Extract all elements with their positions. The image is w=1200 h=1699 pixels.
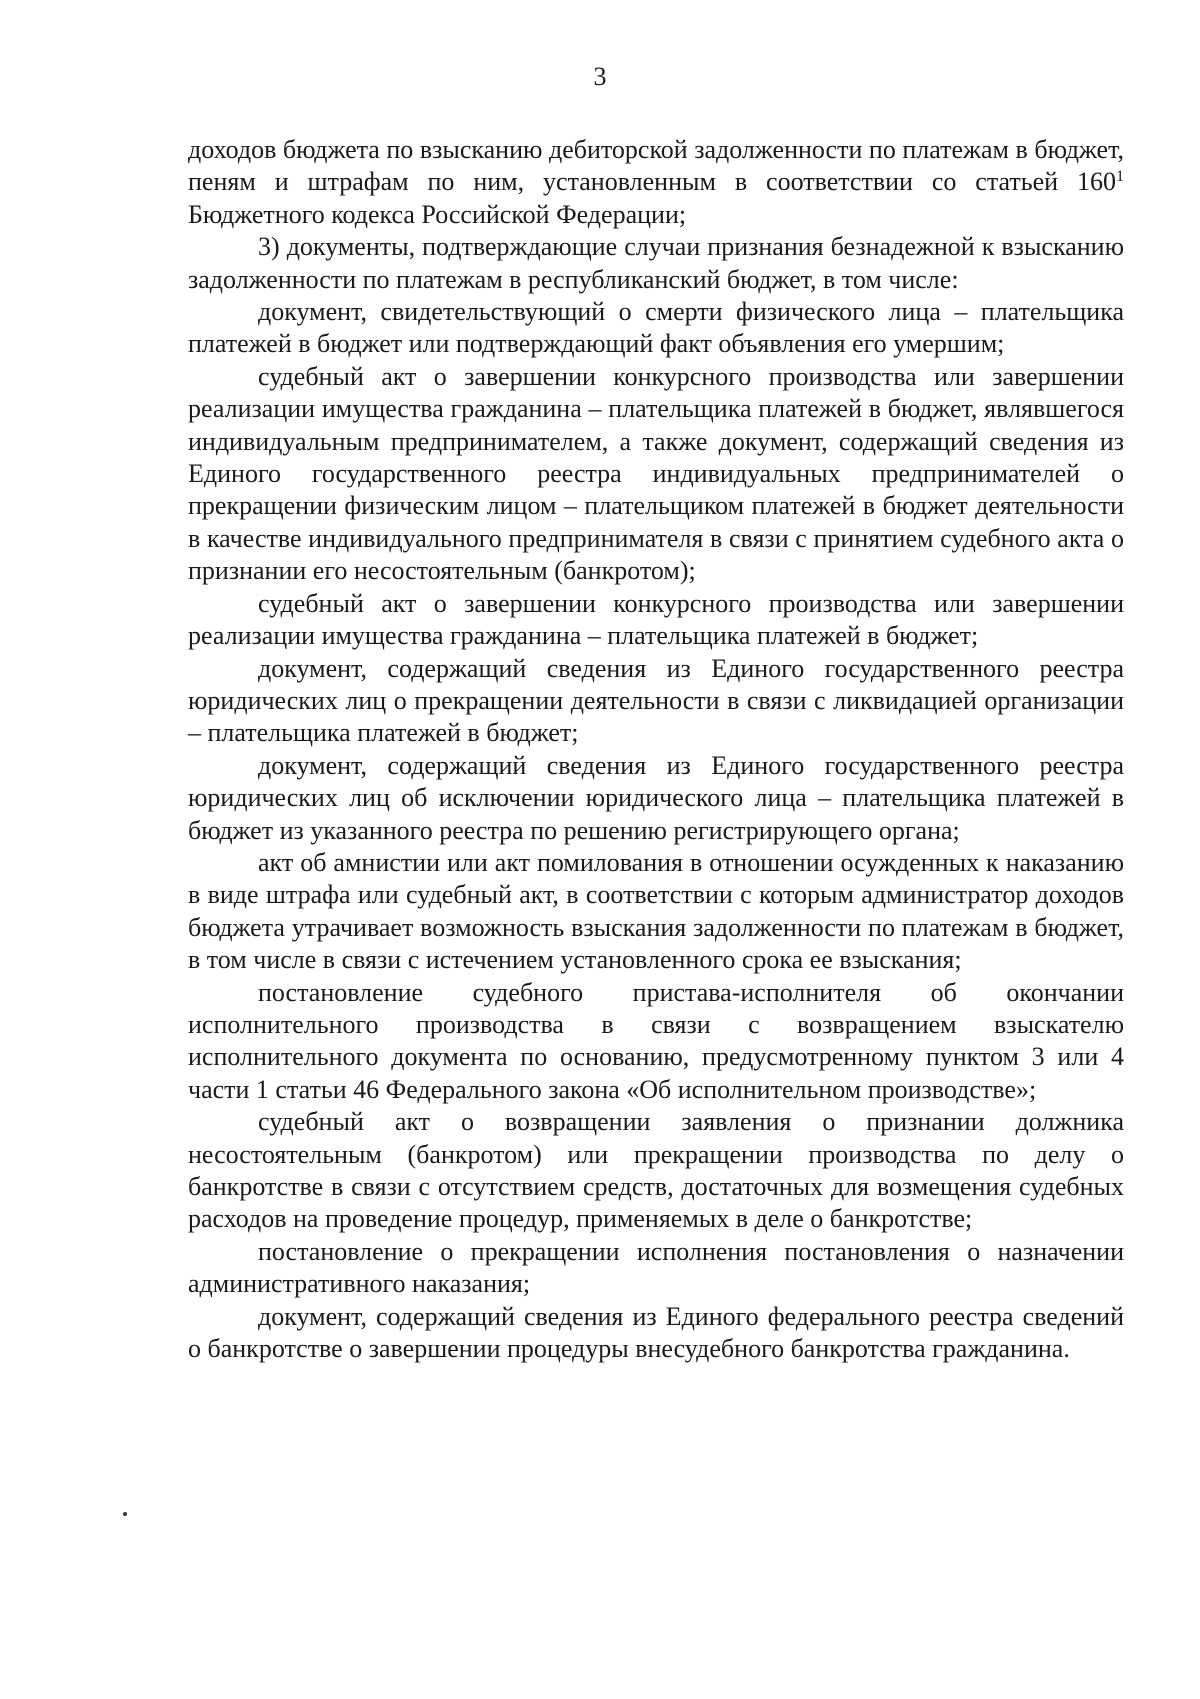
paragraph-registry-exclusion: документ, содержащий сведения из Единого государственного реестра юридических лиц об исключении юридического лица – плательщика платежей в бюджет из указанного реестра по решению регистрирующего органа; [188, 750, 1124, 845]
paragraph-amnesty: акт об амнистии или акт помилования в отношении осужденных к наказанию в виде штрафа или судебный акт, в соответствии с которым администратор доходов бюджета утрачивает возможность взыскания задолженности по платежам в бюджет, в том числе в связи с истечением установленного срока ее взыскания; [188, 847, 1124, 975]
document-body [188, 134, 1124, 1365]
page-number: 3 [593, 62, 607, 91]
paragraph-continuation [188, 134, 1124, 231]
paragraph-entrepreneur-bankruptcy: судебный акт о завершении конкурсного производства или завершении реализации имущества гражданина – плательщика платежей в бюджет, являвшегося индивидуальным предпринимателем, а также документ, содержащий сведения из Единого государственного реестра индивидуальных предпринимателей о прекращении физическим лицом – плательщиком платежей в бюджет деятельности в качестве индивидуального предпринимателя в связи с принятием судебного акта о признании его несостоятельным (банкротом); [188, 361, 1124, 586]
paragraph-administrative-penalty: постановление о прекращении исполнения постановления о назначении административного наказания; [188, 1236, 1124, 1299]
paragraph-citizen-bankruptcy: судебный акт о завершении конкурсного производства или завершении реализации имущества гражданина – плательщика платежей в бюджет; [188, 588, 1124, 651]
paragraph-text: доходов бюджета по взысканию дебиторской задолженности по платежам в бюджет, пеням и штрафам по ним, установленным в соответствии со статьей 160 [188, 135, 1124, 197]
paragraph-item-3: 3) документы, подтверждающие случаи признания безнадежной к взысканию задолженности по платежам в республиканский бюджет, в том числе: [188, 232, 1124, 294]
scan-dot-mark [123, 1512, 127, 1516]
paragraph-out-of-court-bankruptcy: документ, содержащий сведения из Единого федерального реестра сведений о банкротстве о завершении процедуры внесудебного банкротства гражданина. [188, 1301, 1124, 1364]
paragraph-text: Бюджетного кодекса Российской Федерации; [188, 199, 687, 229]
paragraph-bailiff-resolution: постановление судебного пристава-исполнителя об окончании исполнительного производства в связи с возвращением взыскателю исполнительного документа по основанию, предусмотренному пунктом 3 или 4 части 1 статьи 46 Федерального закона «Об исполнительном производстве»; [188, 977, 1124, 1104]
superscript-index: 1 [1116, 168, 1124, 186]
paragraph-liquidation: документ, содержащий сведения из Единого государственного реестра юридических лиц о прекращении деятельности в связи с ликвидацией организации – плательщика платежей в бюджет; [188, 653, 1124, 748]
paragraph-death-document: документ, свидетельствующий о смерти физического лица – плательщика платежей в бюджет или подтверждающий факт объявления его умершим; [188, 297, 1124, 359]
paragraph-bankruptcy-return: судебный акт о возвращении заявления о признании должника несостоятельным (банкротом) или прекращении производства по делу о банкротстве в связи с отсутствием средств, достаточных для возмещения судебных расходов на проведение процедур, применяемых в деле о банкротстве; [188, 1107, 1124, 1234]
